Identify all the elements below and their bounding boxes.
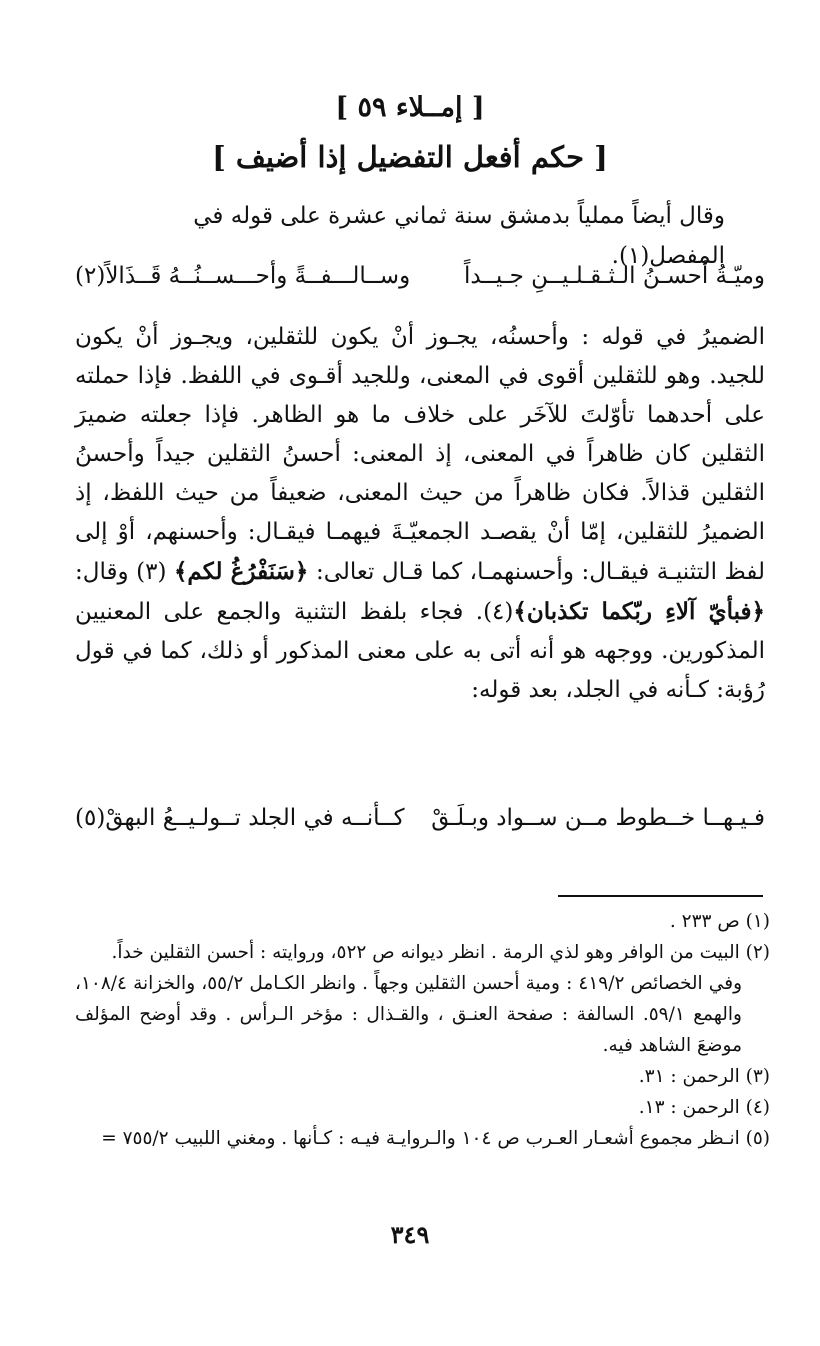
- paragraph-text: [75, 318, 765, 710]
- footnote-5: (٥) انـظر مجموع أشعـار العـرب ص ١٠٤ والـروايـة فيـه : كـأنها . ومغني اللبيب ٧٥٥/٢ =: [101, 1128, 770, 1149]
- quran-quote-2: ﴿فبأيّ آلاءِ ربّكما تكذبان﴾: [513, 598, 765, 625]
- paragraph-tail: (٤). فجاء بلفظ التثنية والجمع على المعنيين المذكورين. ووجهه هو أنه أتى به على معنى المذكور أو ذلك، كما في قول رُؤبة: كـأنه في الجلد، بعد قوله:: [75, 599, 765, 703]
- verse-2-second-hemistich: كــأنــه في الجلد تــولـيــعُ البهقْ(٥): [75, 805, 405, 831]
- footnotes: [75, 906, 770, 1154]
- imla-heading: [ إمــلاء ٥٩ ]: [335, 92, 485, 123]
- intro-line: وقال أيضاً مملياً بدمشق سنة ثماني عشرة على قوله في المفصل(١).: [193, 203, 725, 269]
- quran-quote-1: ﴿سَنَفْرُغُ لكم﴾: [173, 558, 309, 585]
- footnote-2: (٢) البيت من الوافر وهو لذي الرمة . انظر ديوانه ص ٥٢٢، وروايته : أحسن الثقلين خداً.: [111, 942, 770, 963]
- footnote-2-continued: وفي الخصائص ٤١٩/٢ : ومية أحسن الثقلين وجهاً . وانظر الكـامل ٥٥/٢، والخزانة ١٠٨/٤، والهمع ٥٩/١. السالفة : صفحة العنـق ، والقـذال : مؤخر الـرأس . وقد أوضح المؤلف موضعَ الشاهد فيه.: [75, 973, 742, 1056]
- section-title: [ حكم أفعل التفضيل إذا أضيف ]: [212, 140, 608, 174]
- verse-2-first-hemistich: فـيـهــا خــطوط مــن ســواد وبـلَـقْ: [431, 805, 765, 831]
- footnote-divider: [558, 895, 763, 897]
- footnote-1: (١) ص ٢٣٣ .: [669, 911, 770, 932]
- verse-line-2: [75, 796, 765, 840]
- paragraph-body: الضميرُ في قوله : وأحسنُه، يجـوز أنْ يكون للثقلين، ويجـوز أنْ يكون للجيد. وهو للثقلين أقوى في المعنى، وللجيد أقـوى في اللفظ. فإذا حملته على أحدهما تأوّلتَ للآخَر على خلاف ما هو الظاهر. فإذا جعلته ضميرَ الثقلين كان ظاهراً في المعنى، إذ المعنى: أحسنُ الثقلين جيداً وأحسنُ الثقلين قذالاً. فكان ظاهراً من حيث المعنى، ضعيفاً من حيث اللفظ، إذ الضميرُ للثقلين، إمّا أنْ يقصـد الجمعيّـةَ فيهمـا فيقـال: وأحسنهم، أوْ إلى لفظ التثنيـة فيقـال: وأحسنهمـا، كما قـال تعالى:: [75, 324, 766, 585]
- paragraph-link: (٣) وقال:: [75, 559, 167, 585]
- verse-line-1: [75, 254, 765, 298]
- footnote-4: (٤) الرحمن : ١٣.: [638, 1097, 770, 1118]
- verse-1-first-hemistich: وميّـةُ أحسـنُ الـثـقـلـيــنِ جـيــداً: [463, 263, 765, 289]
- footnote-3: (٣) الرحمن : ٣١.: [638, 1066, 770, 1087]
- main-paragraph: [75, 318, 765, 710]
- verse-1-second-hemistich: وســالـــفــةً وأحـــســنُــهُ قَــذَالاً(٢): [75, 263, 411, 289]
- page-number: ٣٤٩: [390, 1220, 430, 1249]
